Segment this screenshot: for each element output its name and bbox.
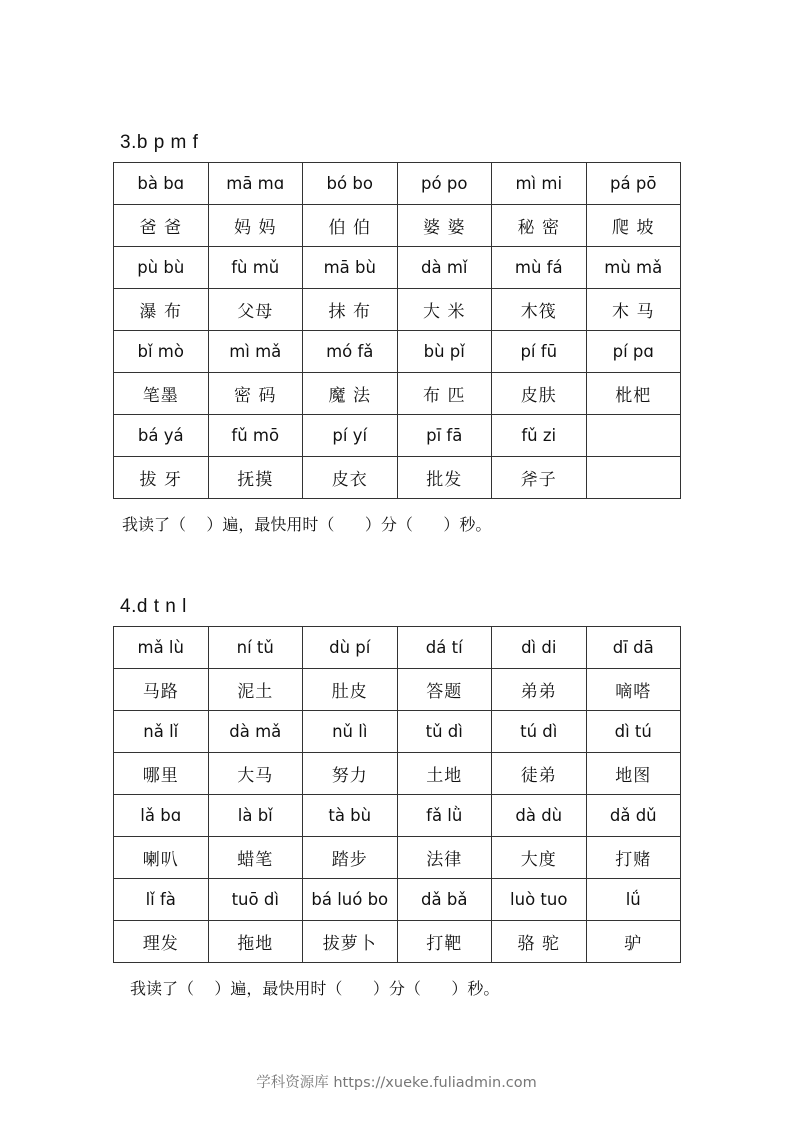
hanzi-cell: 妈 妈	[208, 205, 303, 247]
pinyin-cell: dù pí	[303, 627, 398, 669]
hanzi-cell: 理发	[114, 921, 209, 963]
hanzi-cell: 打靶	[397, 921, 492, 963]
hanzi-cell: 徒弟	[492, 753, 587, 795]
table-row	[114, 415, 681, 457]
hanzi-cell: 肚皮	[303, 669, 398, 711]
hanzi-cell: 泥土	[208, 669, 303, 711]
hanzi-cell: 喇叭	[114, 837, 209, 879]
pinyin-cell: pá pō	[586, 163, 681, 205]
section-4-table	[113, 626, 681, 963]
pinyin-cell: fù mǔ	[208, 247, 303, 289]
pinyin-cell: pó po	[397, 163, 492, 205]
hanzi-cell: 爸 爸	[114, 205, 209, 247]
hanzi-cell: 木 马	[586, 289, 681, 331]
pinyin-cell	[586, 415, 681, 457]
hanzi-cell: 弟弟	[492, 669, 587, 711]
table-row	[114, 373, 681, 415]
hanzi-cell: 骆 驼	[492, 921, 587, 963]
footer-watermark: 学科资源库 https://xueke.fuliadmin.com	[256, 1075, 537, 1091]
section-3-title: 3.b p m f	[120, 132, 199, 153]
pinyin-cell: fǎ lǜ	[397, 795, 492, 837]
hanzi-cell: 伯 伯	[303, 205, 398, 247]
hanzi-cell: 驴	[586, 921, 681, 963]
hanzi-cell: 皮肤	[492, 373, 587, 415]
hanzi-cell: 斧子	[492, 457, 587, 499]
hanzi-cell: 地图	[586, 753, 681, 795]
hanzi-cell: 嘀嗒	[586, 669, 681, 711]
pinyin-cell: dǎ dǔ	[586, 795, 681, 837]
hanzi-cell: 皮衣	[303, 457, 398, 499]
table-row	[114, 289, 681, 331]
hanzi-cell: 拔萝卜	[303, 921, 398, 963]
table-row	[114, 711, 681, 753]
hanzi-cell: 布 匹	[397, 373, 492, 415]
pinyin-cell: mù fá	[492, 247, 587, 289]
pinyin-cell: fǔ mō	[208, 415, 303, 457]
table-row	[114, 921, 681, 963]
pinyin-cell: mì mi	[492, 163, 587, 205]
section-4-reading-record: 我读了（ ）遍，最快用时（ ）分（ ）秒。	[130, 979, 500, 998]
section-4-title: 4.d t n l	[120, 596, 187, 617]
hanzi-cell: 大度	[492, 837, 587, 879]
hanzi-cell: 土地	[397, 753, 492, 795]
table-row	[114, 331, 681, 373]
table-row	[114, 669, 681, 711]
pinyin-cell: mì mǎ	[208, 331, 303, 373]
hanzi-cell: 拔 牙	[114, 457, 209, 499]
pinyin-cell: tú dì	[492, 711, 587, 753]
table-row	[114, 837, 681, 879]
hanzi-cell: 答题	[397, 669, 492, 711]
hanzi-cell: 马路	[114, 669, 209, 711]
pinyin-cell: dì tú	[586, 711, 681, 753]
pinyin-cell: lǎ bɑ	[114, 795, 209, 837]
pinyin-cell: bù pǐ	[397, 331, 492, 373]
pinyin-cell: nǎ lǐ	[114, 711, 209, 753]
hanzi-cell: 抚摸	[208, 457, 303, 499]
pinyin-cell: tà bù	[303, 795, 398, 837]
pinyin-cell: pī fā	[397, 415, 492, 457]
hanzi-cell: 蜡笔	[208, 837, 303, 879]
hanzi-cell: 踏步	[303, 837, 398, 879]
pinyin-cell: luò tuo	[492, 879, 587, 921]
hanzi-cell: 木筏	[492, 289, 587, 331]
hanzi-cell: 努力	[303, 753, 398, 795]
pinyin-cell: dǎ bǎ	[397, 879, 492, 921]
pinyin-cell: dà mǐ	[397, 247, 492, 289]
pinyin-cell: dà mǎ	[208, 711, 303, 753]
hanzi-cell: 大马	[208, 753, 303, 795]
hanzi-cell: 魔 法	[303, 373, 398, 415]
hanzi-cell: 父母	[208, 289, 303, 331]
table-row	[114, 457, 681, 499]
pinyin-cell: mā mɑ	[208, 163, 303, 205]
table-row	[114, 163, 681, 205]
pinyin-cell: bá luó bo	[303, 879, 398, 921]
pinyin-cell: mǎ lù	[114, 627, 209, 669]
table-row	[114, 247, 681, 289]
table-row	[114, 627, 681, 669]
pinyin-cell: dá tí	[397, 627, 492, 669]
hanzi-cell: 爬 坡	[586, 205, 681, 247]
table-row	[114, 205, 681, 247]
hanzi-cell: 拖地	[208, 921, 303, 963]
hanzi-cell: 笔墨	[114, 373, 209, 415]
pinyin-cell: bǐ mò	[114, 331, 209, 373]
pinyin-cell: dī dā	[586, 627, 681, 669]
pinyin-cell: dì di	[492, 627, 587, 669]
pinyin-cell: dà dù	[492, 795, 587, 837]
pinyin-cell: ní tǔ	[208, 627, 303, 669]
pinyin-cell: fǔ zi	[492, 415, 587, 457]
pinyin-cell: tǔ dì	[397, 711, 492, 753]
pinyin-cell: là bǐ	[208, 795, 303, 837]
hanzi-cell: 法律	[397, 837, 492, 879]
hanzi-cell: 密 码	[208, 373, 303, 415]
hanzi-cell: 大 米	[397, 289, 492, 331]
pinyin-cell: lǐ fà	[114, 879, 209, 921]
pinyin-cell: bá yá	[114, 415, 209, 457]
pinyin-cell: bà bɑ	[114, 163, 209, 205]
hanzi-cell: 瀑 布	[114, 289, 209, 331]
pinyin-cell: mā bù	[303, 247, 398, 289]
pinyin-cell: mó fǎ	[303, 331, 398, 373]
hanzi-cell: 哪里	[114, 753, 209, 795]
section-3-table	[113, 162, 681, 499]
pinyin-cell: nǔ lì	[303, 711, 398, 753]
hanzi-cell: 秘 密	[492, 205, 587, 247]
pinyin-cell: tuō dì	[208, 879, 303, 921]
hanzi-cell: 抹 布	[303, 289, 398, 331]
hanzi-cell: 枇杷	[586, 373, 681, 415]
pinyin-cell: pù bù	[114, 247, 209, 289]
table-row	[114, 795, 681, 837]
pinyin-cell: pí fū	[492, 331, 587, 373]
hanzi-cell	[586, 457, 681, 499]
hanzi-cell: 打赌	[586, 837, 681, 879]
section-3-reading-record: 我读了（ ）遍，最快用时（ ）分（ ）秒。	[122, 515, 492, 534]
hanzi-cell: 婆 婆	[397, 205, 492, 247]
pinyin-cell: mù mǎ	[586, 247, 681, 289]
table-row	[114, 753, 681, 795]
pinyin-cell: lǘ	[586, 879, 681, 921]
table-row	[114, 879, 681, 921]
pinyin-cell: bó bo	[303, 163, 398, 205]
pinyin-cell: pí yí	[303, 415, 398, 457]
pinyin-cell: pí pɑ	[586, 331, 681, 373]
hanzi-cell: 批发	[397, 457, 492, 499]
